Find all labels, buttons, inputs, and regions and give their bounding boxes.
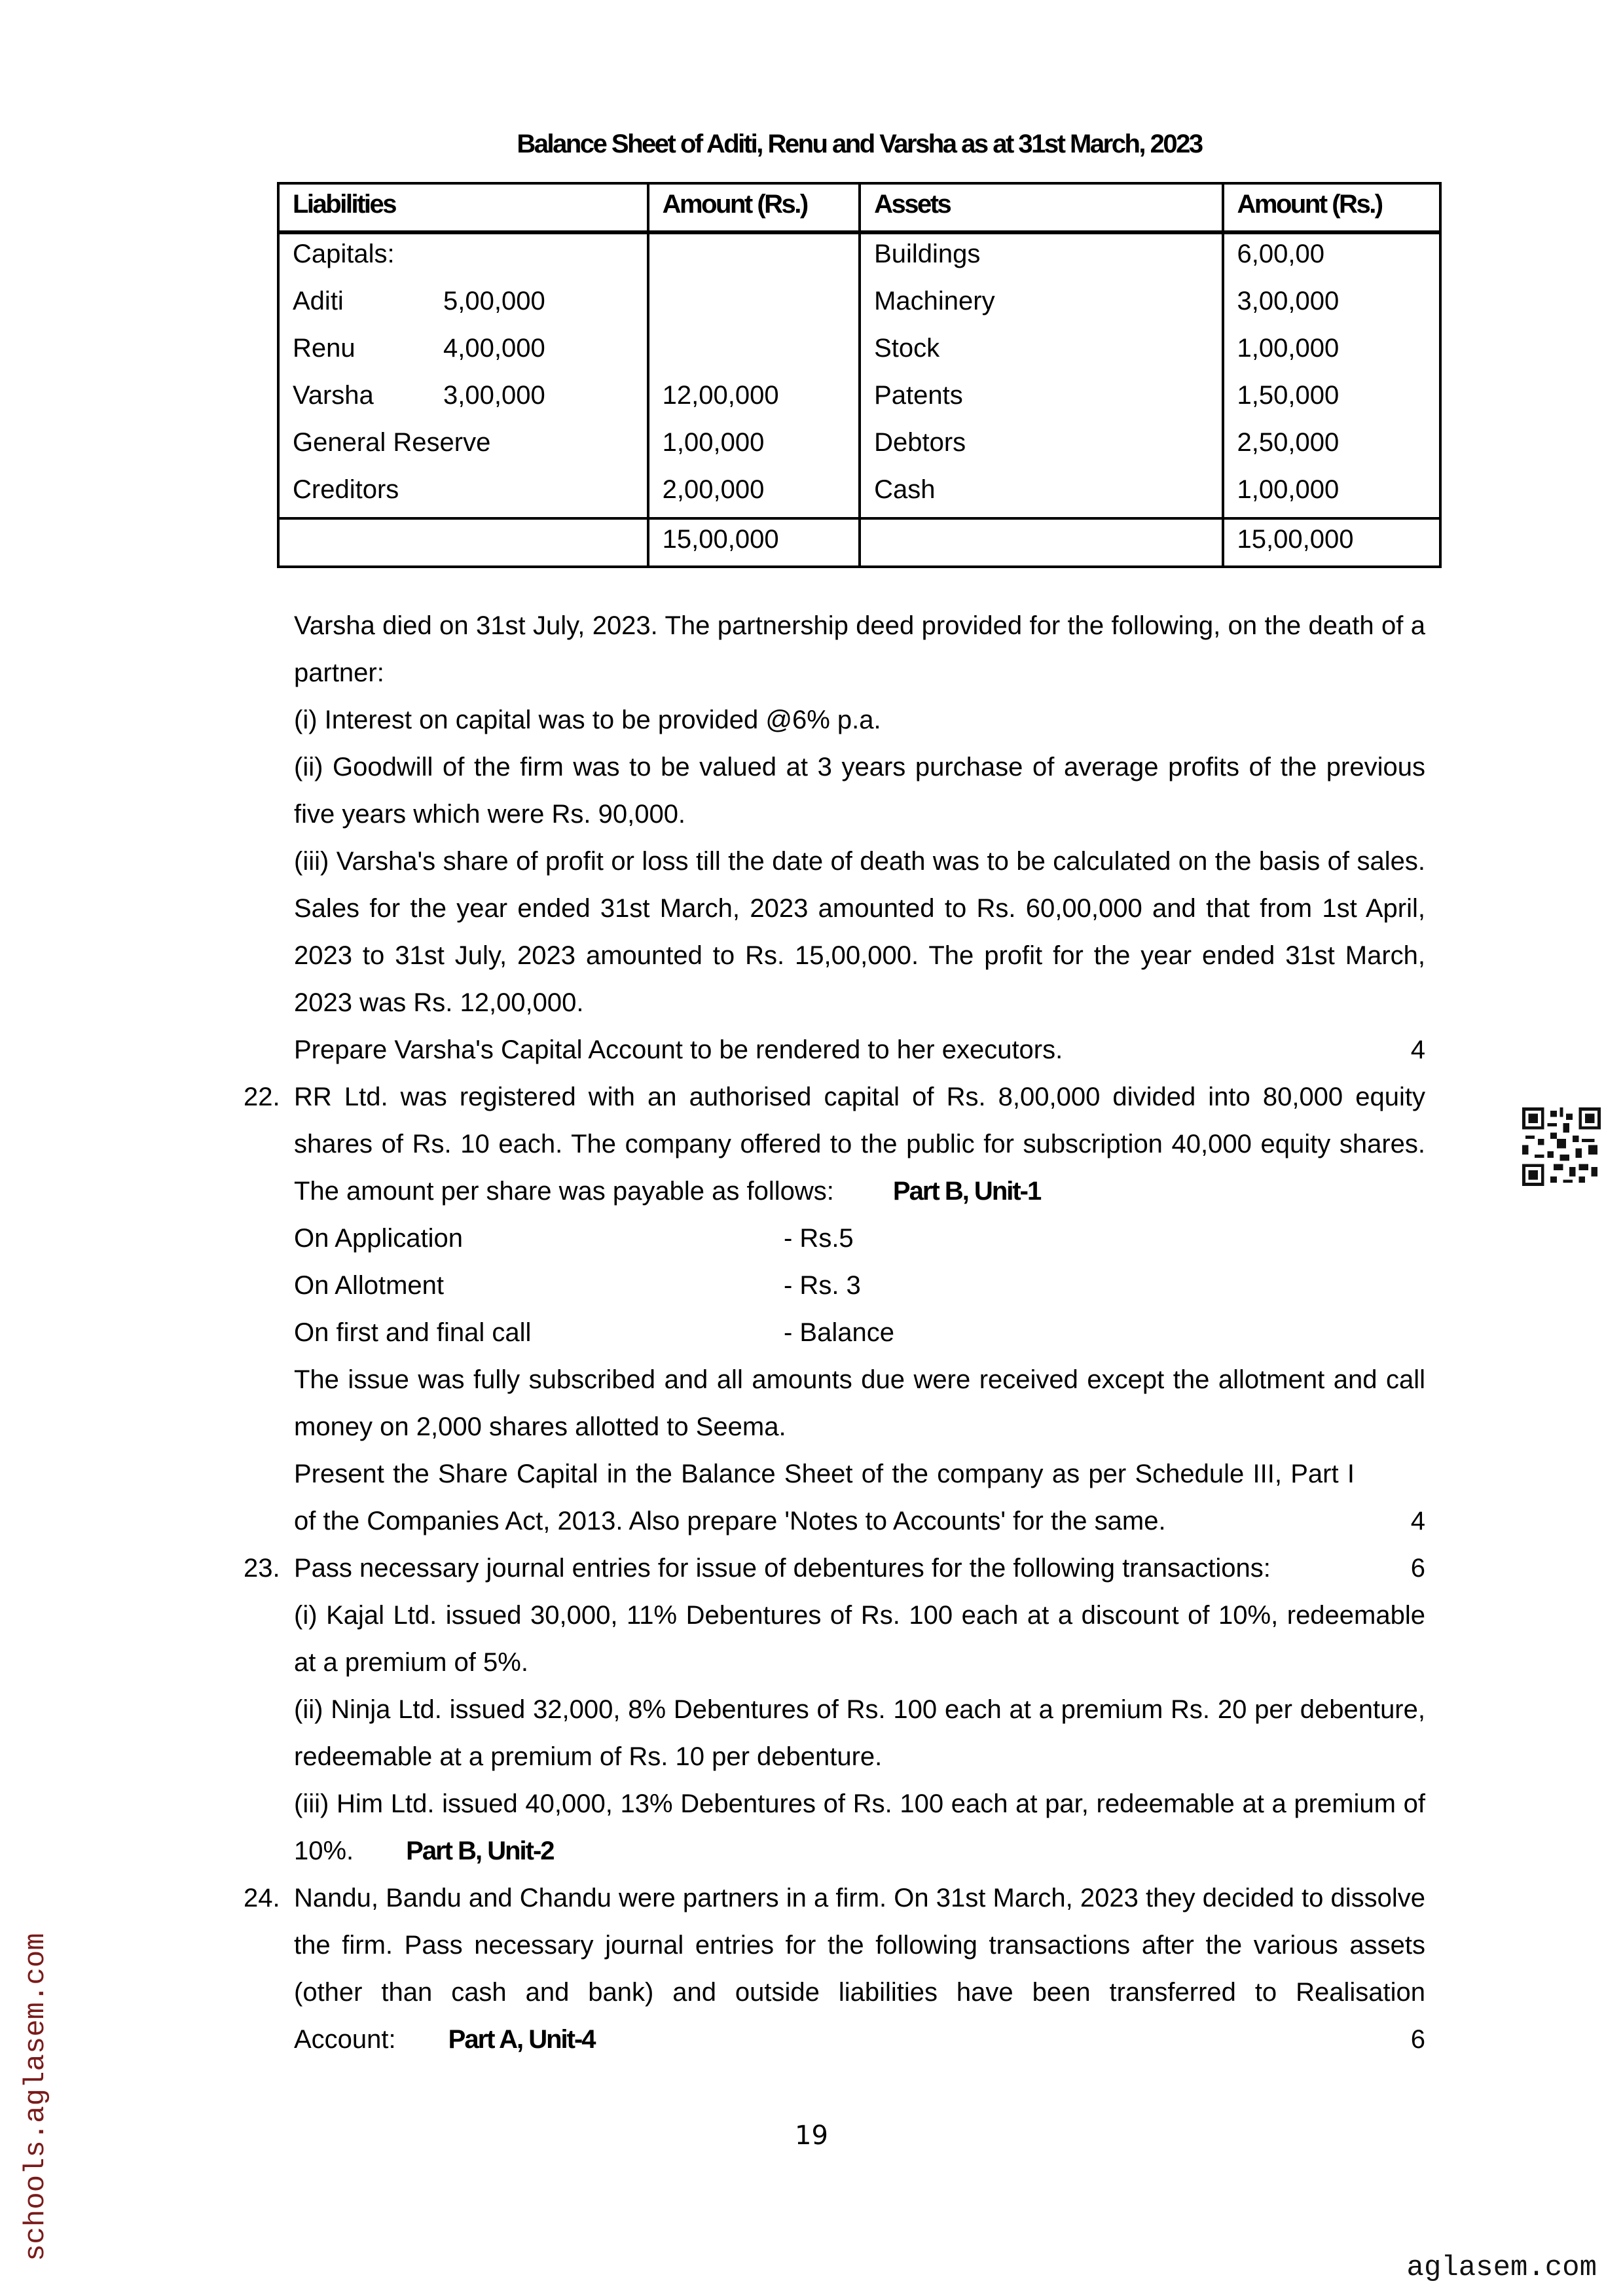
assets-total: 15,00,000: [1223, 518, 1440, 567]
asset-cell: Cash: [860, 470, 1222, 518]
payment-label: On first and final call: [294, 1318, 532, 1347]
liability-cell: [278, 329, 648, 376]
liability-label: Capitals:: [293, 240, 395, 268]
table-row: [278, 423, 1440, 470]
q23-marks: 6: [1410, 1554, 1425, 1583]
liability-cell: [278, 281, 648, 329]
empty-cell: [860, 518, 1222, 567]
watermark-right: aglasem.com: [1406, 2251, 1597, 2284]
q21-point-ii: (ii) Goodwill of the firm was to be valued at 3 years purchase of average profits of the previous five years which were Rs. 90,000.: [294, 753, 1425, 829]
q23-text: Pass necessary journal entries for issue of debentures for the following transactions:: [294, 1554, 1271, 1583]
asset-amount-cell: 2,50,000: [1223, 423, 1440, 470]
liability-cell: General Reserve: [278, 423, 648, 470]
payment-value: - Balance: [784, 1318, 894, 1347]
q23-unit-tag: Part B, Unit-2: [406, 1837, 554, 1865]
amount-cell: 12,00,000: [648, 376, 860, 423]
amount-cell: 2,00,000: [648, 470, 860, 518]
q22-task: Present the Share Capital in the Balance Sheet of the company as per Schedule III, Part I of the Companies Act, 2013. Also prepare 'Notes to Accounts' for the same.: [294, 1460, 1355, 1535]
amount-cell: [648, 232, 860, 281]
payment-row: [294, 1215, 854, 1262]
qr-code-icon[interactable]: [1522, 1106, 1601, 1187]
q21-task: Prepare Varsha's Capital Account to be rendered to her executors.: [294, 1035, 1063, 1064]
partner-amount: 3,00,000: [443, 381, 545, 410]
asset-cell: Buildings: [860, 232, 1222, 281]
asset-amount-cell: 6,00,00: [1223, 232, 1440, 281]
asset-amount-cell: 1,00,000: [1223, 329, 1440, 376]
q24-unit-tag: Part A, Unit-4: [448, 2025, 595, 2054]
balance-sheet-table: [277, 182, 1442, 568]
q24-number: 24.: [244, 1884, 280, 1912]
q23-iii-body: (iii) Him Ltd. issued 40,000, 13% Debentures of Rs. 100 each at par, redeemable at a premium of 10%.: [294, 1789, 1425, 1865]
partner-amount: 4,00,000: [443, 334, 545, 363]
balance-sheet-title: Balance Sheet of Aditi, Renu and Varsha as at 31st March, 2023: [517, 130, 1202, 158]
q22-number: 22.: [244, 1083, 280, 1111]
partner-amount: 5,00,000: [443, 287, 545, 315]
amount-cell: 1,00,000: [648, 423, 860, 470]
amount-cell: [648, 281, 860, 329]
q23-number: 23.: [244, 1554, 280, 1583]
liability-label: Varsha: [293, 381, 374, 410]
q21-marks: 4: [1410, 1035, 1425, 1064]
payment-row: [294, 1262, 861, 1309]
payment-value: - Rs.5: [784, 1224, 854, 1253]
q22-unit-tag: Part B, Unit-1: [892, 1177, 1041, 1206]
liability-label: Aditi: [293, 287, 344, 315]
asset-amount-cell: 3,00,000: [1223, 281, 1440, 329]
q24-body: Nandu, Bandu and Chandu were partners in a firm. On 31st March, 2023 they decided to dissolve the firm. Pass necessary journal entries for the following transactions after the various assets (other than cash and bank) and outside liabilities have been transferred to Realisation Account:: [294, 1884, 1425, 2054]
q24-text: [294, 1874, 1425, 2063]
payment-label: On Allotment: [294, 1271, 445, 1300]
liabilities-total: 15,00,000: [648, 518, 860, 567]
page-number: 19: [795, 2121, 828, 2151]
watermark-left: schools.aglasem.com: [20, 1933, 52, 2261]
q22-text2: The issue was fully subscribed and all amounts due were received except the allotment and call money on 2,000 shares allotted to Seema.: [294, 1365, 1425, 1441]
q22-text: [294, 1073, 1425, 1215]
asset-amount-cell: 1,50,000: [1223, 376, 1440, 423]
q21-point-i: (i) Interest on capital was to be provided @6% p.a.: [294, 706, 881, 734]
q21-point-iii: (iii) Varsha's share of profit or loss till the date of death was to be calculated on the basis of sales. Sales for the year ended 31st March, 2023 amounted to Rs. 60,00,000 and that from 1st April, 2023 to 31st July, 2023 amounted to Rs. 15,00,000. The profit for the year ended 31st March, 2023 was Rs. 12,00,000.: [294, 847, 1425, 1017]
table-header-row: [278, 183, 1440, 232]
empty-cell: [278, 518, 648, 567]
payment-label: On Application: [294, 1224, 463, 1253]
q22-body: RR Ltd. was registered with an authorised capital of Rs. 8,00,000 divided into 80,000 equity shares of Rs. 10 each. The company offered to the public for subscription 40,000 equity shares. The amount per share was payable as follows:: [294, 1083, 1425, 1206]
asset-amount-cell: 1,00,000: [1223, 470, 1440, 518]
header-amount: Amount (Rs.): [648, 183, 860, 232]
payment-row: [294, 1309, 894, 1356]
q23-point-i: (i) Kajal Ltd. issued 30,000, 11% Debentures of Rs. 100 each at a discount of 10%, redeemable at a premium of 5%.: [294, 1601, 1425, 1677]
header-liabilities: Liabilities: [278, 183, 648, 232]
liability-cell: [278, 232, 648, 281]
header-assets: Assets: [860, 183, 1222, 232]
q24-marks: 6: [1410, 2025, 1425, 2054]
table-row: [278, 376, 1440, 423]
table-row: [278, 470, 1440, 518]
total-row: [278, 518, 1440, 567]
payment-value: - Rs. 3: [784, 1271, 861, 1300]
asset-cell: Debtors: [860, 423, 1222, 470]
amount-cell: [648, 329, 860, 376]
q22-marks: 4: [1410, 1507, 1425, 1535]
liability-cell: Creditors: [278, 470, 648, 518]
table-row: [278, 329, 1440, 376]
liability-cell: [278, 376, 648, 423]
q21-intro: Varsha died on 31st July, 2023. The partnership deed provided for the following, on the death of a partner:: [294, 611, 1425, 687]
table-row: [278, 281, 1440, 329]
q23-point-ii: (ii) Ninja Ltd. issued 32,000, 8% Debentures of Rs. 100 each at a premium Rs. 20 per debenture, redeemable at a premium of Rs. 10 per debenture.: [294, 1695, 1425, 1771]
q23-point-iii: [294, 1780, 1425, 1874]
asset-cell: Stock: [860, 329, 1222, 376]
asset-cell: Patents: [860, 376, 1222, 423]
header-amount: Amount (Rs.): [1223, 183, 1440, 232]
liability-label: Renu: [293, 334, 356, 363]
asset-cell: Machinery: [860, 281, 1222, 329]
table-row: [278, 232, 1440, 281]
